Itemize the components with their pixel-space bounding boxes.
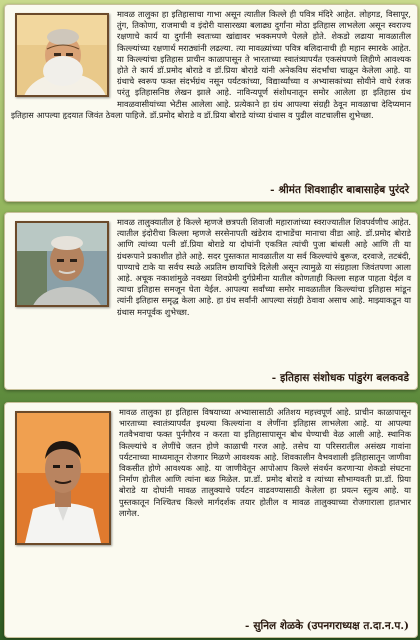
signature-line	[245, 619, 409, 633]
foreword-card-2	[4, 212, 418, 390]
foreword-text-block	[5, 403, 417, 519]
signature-line	[270, 183, 409, 197]
foreword-text-block	[5, 213, 417, 318]
signature-dash: -	[270, 184, 275, 196]
foreword-paragraph: मावळ तालुका हा इतिहास विषयाच्या अभ्यासासाठी अतिशय महत्त्वपूर्ण आहे. प्राचीन काळापासून भारताच्या स्वातंत्र्यापर्यंत इथल्या किल्ल्यांना व लेणींना इतिहास लाभलेला आहे. या आपल्या गतवैभवाचा फक्त पुर्नगौरव न करता या इतिहासापासून बोध घेण्याची वेळ आली आहे. स्थानिक किल्ल्यांचे व लेणींचे जतन होणे काळाची गरज आहे. तसेच या परिसरातील असंख्य गावांना पर्यटनाच्या माध्यमातून रोजगार मिळणे आवश्यक आहे. शिवकालीन वैभवशाली इतिहासातून जाणीवा विकसीत होणे आवश्यक आहे. या जाणीवेतून आपोआप किल्ले संवर्धन करणाऱ्या शेकडो संघटना निर्माण होतील आणि त्यांना बळ मिळेल. प्रा.डॉ. प्रमोद बोराडे व त्यांच्या सौभाग्यवती प्रा.डॉ. प्रिया बोराडे या दोघांनी मावळ तालुक्याचे पर्यटन वाढवण्यासाठी केलेला हा प्रयत्न स्तुत्य आहे. या पुस्तकातून निश्चितच किल्ले मार्गदर्शक तयार होतील व मावळ तालुक्याच्या रोजगाराला हातभार लागेल.	[119, 407, 411, 518]
signature-line	[272, 371, 409, 385]
signature-dash: -	[271, 372, 277, 384]
signature-name: सुनिल शेळके (उपनगराध्यक्ष त.दा.न.प.)	[253, 620, 409, 632]
signature-name: इतिहास संशोधक पांडुरंग बलकवडे	[280, 372, 409, 384]
portrait-photo-elder-historian	[15, 13, 109, 97]
foreword-text-block	[5, 5, 417, 121]
portrait-photo-deputy-president	[15, 411, 111, 545]
portrait-photo-historian-researcher	[15, 221, 109, 307]
signature-name: श्रीमंत शिवशाहीर बाबासाहेब पुरंदरे	[278, 184, 409, 196]
foreword-paragraph: मावळ तालुका हा इतिहासाचा गाभा असून त्यातील किल्ले ही पवित्र मंदिरे आहेत. लोहगड, विसापूर, तुंग, तिकोणा, राजमाची व इंदोरी यासारख्या बलाढ्य दुर्गांना मोठा इतिहास लाभलेला असून स्वराज्य रक्षणाचे कार्य या दुर्गांनी स्वतःच्या खांद्यावर भक्कमपणे पेलले होते. शेकडो लढाया मावळातील किल्ल्यांच्या रक्षणार्थ मराठ्यांनी लढल्या. त्या मावळ्यांच्या पवित्र बलिदानाची ही महान स्मारके आहेत. या किल्ल्यांचा इतिहास प्राचीन काळापासून ते भारताच्या स्वातंत्र्यापर्यंत एकसंघपणे लिहीणे आवश्यक होते ते कार्य डॉ.प्रमोद बोराडे व डॉ.प्रिया बोराडे यांनी अनेकविध संदर्भांचा चाळून केलेला आहे. या ग्रंथाचे स्वरूप फक्त संदर्भग्रंथ नसून पर्यटकांच्या, विद्यार्थ्यांच्या व अभ्यासकांच्या सोयीने वाचे रंजक परंतु इतिहासनिष्ठ लेखन झाले आहे. नाविन्यपूर्ण संशोधनातून समोर आलेला हा इतिहास ग्रंथ मावळवासीयांच्या भेटीस आलेला आहे. प्रत्येकाने हा ग्रंथ आपल्या संग्रही ठेवून मावळाचा देदिप्यमान इतिहास आपल्या हृदयात जिवंत ठेवला पाहिजे. डॉ.प्रमोद बोराडे व डॉ.प्रिया बोराडे यांच्या ग्रंथास व पुढील वाटचालीस शुभेच्छा.	[11, 9, 411, 120]
foreword-card-3	[4, 402, 418, 638]
foreword-paragraph: मावळ तालुक्यातील हे किल्ले म्हणजे छत्रपती शिवाजी महाराजांच्या स्वराज्यातील शिवपर्वणीच आहेत. त्यातील इंदोरीचा किल्ला म्हणजे सरसेनापती खंडेराव दाभाडेंचा मानाचा वीडा आहे. डॉ.प्रमोद बोराडे आणि त्यांच्या पत्नी डॉ.प्रिया बोराडे या दोघांनी एकत्रित त्यांची पुजा बांधली आहे आणि ती या ग्रंथरूपाने प्रकाशीत होते आहे. सदर पुस्तकात मावळातील या सर्व किल्ल्यांचे बुरूज, दरवाजे, तटबंदी, पाण्याचे टाके या सर्वच स्थळे अप्रतिम छायाचित्रे दिलेली असून त्यामुळे या संग्रहाला जिवंतपणा आला आहे. अचूक नकाशांमुळे नवख्या शिवप्रेमी दुर्गप्रेमीना यातील कोणताही किल्ला सहज पाहता येईल व त्याचा इतिहास समजून घेता येईल. आपल्या सर्वांच्या समोर मावळातील किल्ल्यांचा इतिहास मांडून त्यांनी इतिहास समृद्ध केला आहे. हा ग्रंथ सर्वांनी आपल्या संग्रही ठेवावा असाच आहे. माझ्याकडून या ग्रंथास मनपूर्वक शुभेच्छा.	[117, 217, 411, 317]
foreword-card-1	[4, 4, 418, 202]
signature-dash: -	[245, 620, 250, 632]
